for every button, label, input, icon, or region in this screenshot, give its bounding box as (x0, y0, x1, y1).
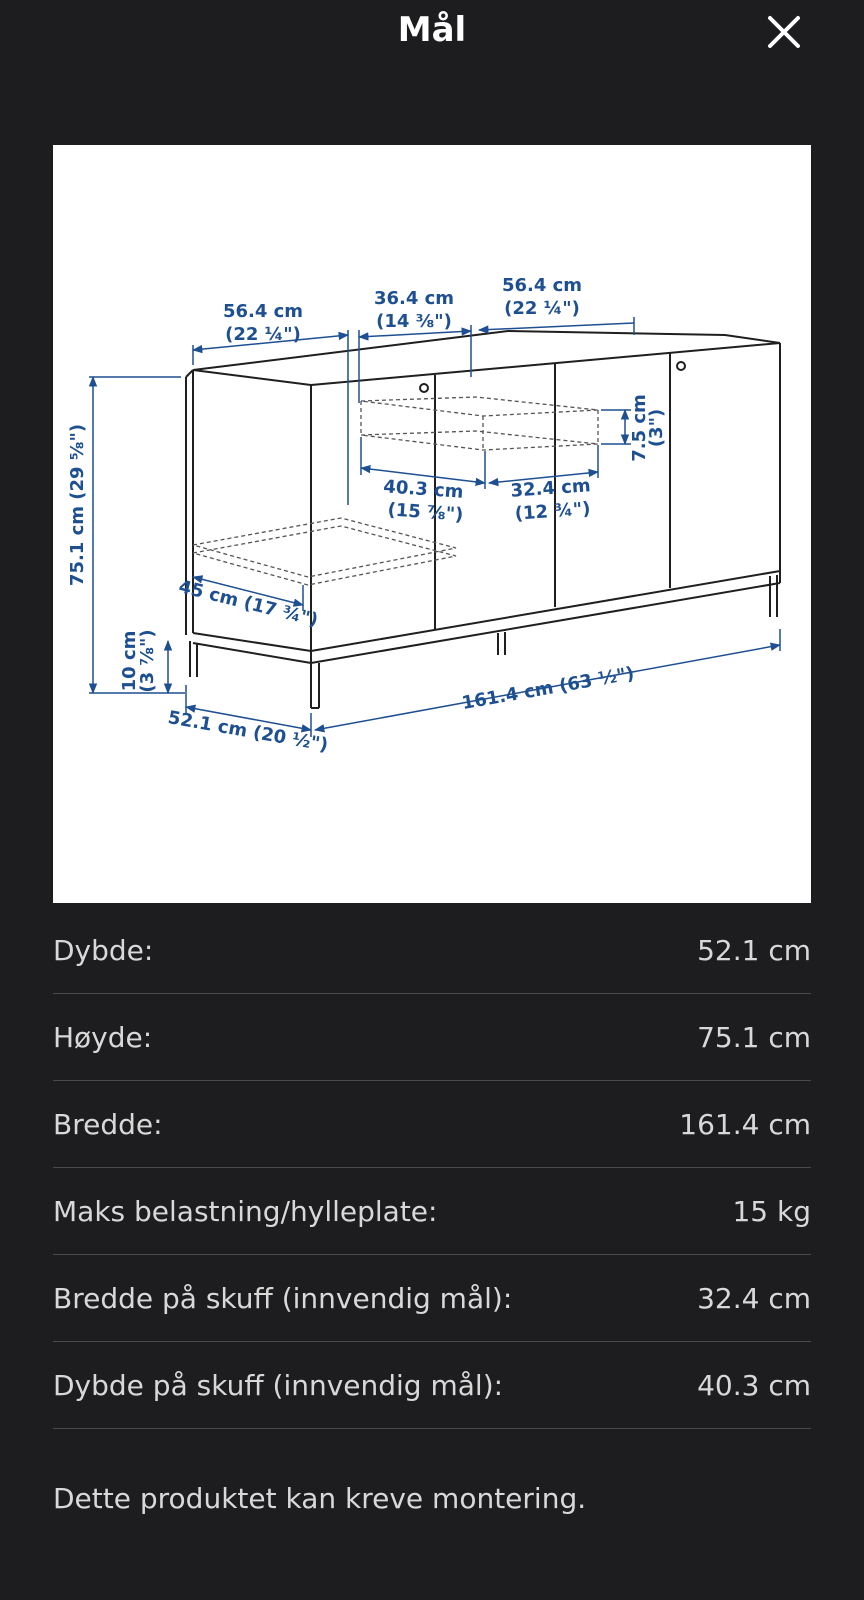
knob-icon (420, 384, 428, 392)
spec-label: Bredde: (53, 1107, 163, 1141)
dim-label-leg-cm: 10 cm (119, 630, 140, 692)
dim-label-width-right-in: (22 ¼") (504, 298, 580, 319)
dim-label-width-right-cm: 56.4 cm (501, 275, 583, 296)
knob-icon (677, 362, 685, 370)
dim-label-drawer-depth-in: (15 ⅞") (386, 499, 464, 526)
dim-label-shelf-depth: 45 cm (17 ¾") (176, 576, 321, 632)
spec-row-height (53, 994, 811, 1081)
dim-label-width-left-in: (22 ¼") (225, 324, 301, 345)
spec-value: 75.1 cm (697, 1020, 811, 1054)
close-icon (762, 10, 806, 54)
spec-row-drawer-depth (53, 1342, 811, 1429)
dimension-diagram (53, 145, 811, 903)
close-button[interactable] (762, 10, 806, 54)
spec-row-max-load (53, 1168, 811, 1255)
spec-row-depth (53, 907, 811, 994)
dim-label-width-mid-in: (14 ⅜") (376, 311, 452, 332)
page-title: Mål (397, 10, 467, 50)
spec-value: 40.3 cm (697, 1368, 811, 1402)
spec-row-width (53, 1081, 811, 1168)
dim-label-drawer-height-cm: 7.5 cm (629, 394, 650, 462)
spec-value: 15 kg (732, 1194, 811, 1228)
dim-label-width-mid-cm: 36.4 cm (373, 288, 455, 309)
spec-value: 52.1 cm (697, 933, 811, 967)
spec-value: 32.4 cm (697, 1281, 811, 1315)
dim-label-leg-in: (3 ⅞") (137, 629, 158, 693)
spec-label: Høyde: (53, 1020, 153, 1054)
dim-label-width-left-cm: 56.4 cm (222, 301, 304, 322)
dim-label-height: 75.1 cm (29 ⅝") (67, 423, 88, 587)
dim-label-drawer-width-cm: 32.4 cm (509, 475, 592, 502)
spec-label: Maks belastning/hylleplate: (53, 1194, 438, 1228)
dim-label-depth: 52.1 cm (20 ½") (166, 707, 330, 757)
sideboard-dimension-drawing (53, 145, 811, 903)
spec-value: 161.4 cm (679, 1107, 811, 1141)
dim-label-width: 161.4 cm (63 ½") (460, 663, 636, 715)
spec-label: Dybde på skuff (innvendig mål): (53, 1368, 504, 1402)
assembly-note: Dette produktet kan kreve montering. (53, 1482, 587, 1515)
spec-list (53, 907, 811, 1429)
spec-row-drawer-width (53, 1255, 811, 1342)
dim-label-drawer-depth-cm: 40.3 cm (382, 476, 465, 503)
dim-label-drawer-width-in: (12 ¾") (514, 498, 592, 525)
modal-header (0, 0, 864, 64)
spec-label: Bredde på skuff (innvendig mål): (53, 1281, 513, 1315)
dim-label-drawer-height-in: (3") (646, 408, 667, 448)
spec-label: Dybde: (53, 933, 154, 967)
